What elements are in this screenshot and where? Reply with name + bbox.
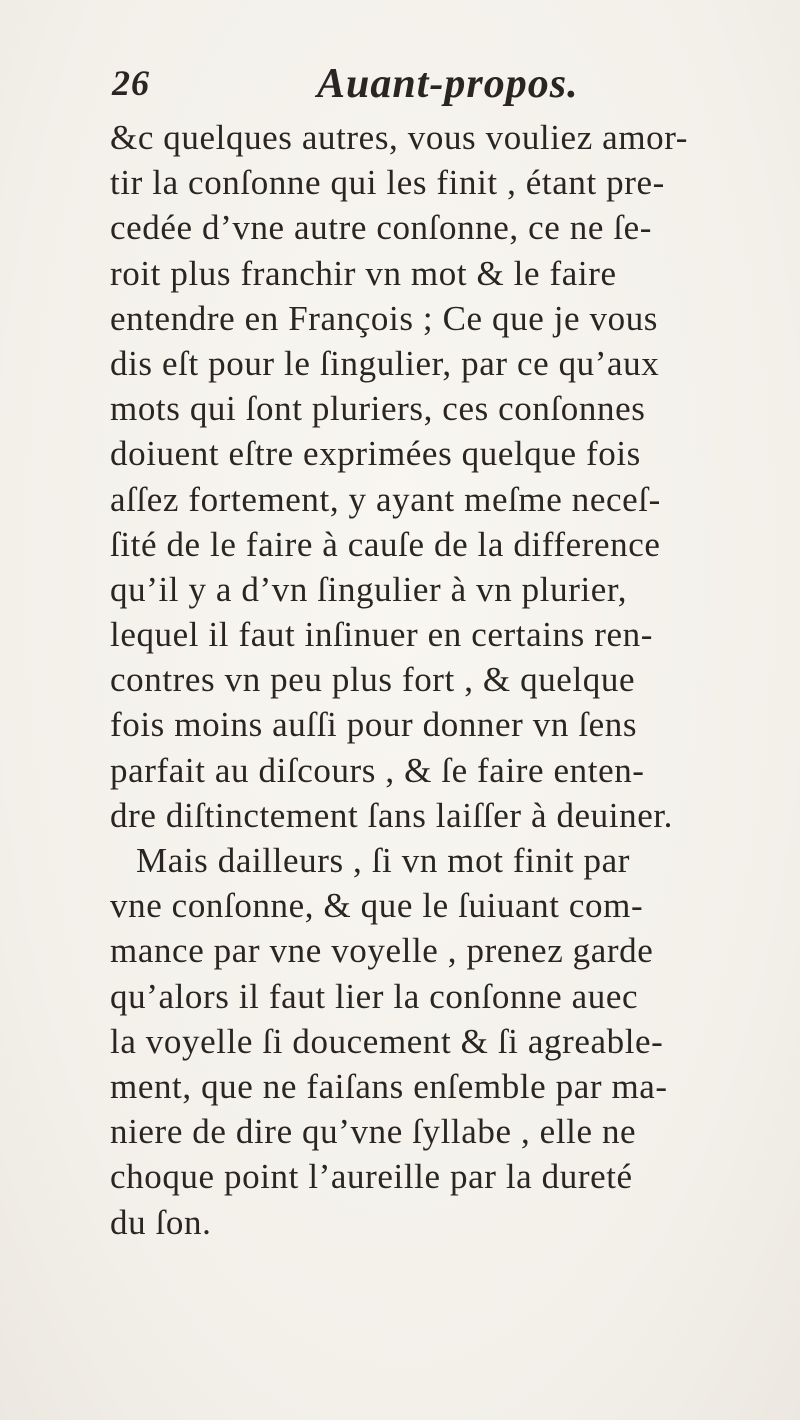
text-line: la voyelle ſi doucement & ſi agreable-	[110, 1021, 664, 1061]
text-line: vne conſonne, & que le ſuiuant com-	[110, 886, 644, 926]
running-title: Auant-propos.	[317, 61, 579, 107]
text-line: doiuent eſtre exprimées quelque fois	[110, 434, 641, 474]
text-line: ſité de le faire à cauſe de la difference	[110, 524, 661, 564]
paragraph-start-line: Mais dailleurs , ſi vn mot finit par	[136, 841, 631, 880]
text-line: mots qui ſont pluriers, ces conſonnes	[110, 389, 646, 429]
text-line: dis eſt pour le ſingulier, par ce qu’aux	[110, 343, 660, 383]
text-line: qu’alors il faut lier la conſonne auec	[110, 976, 639, 1016]
text-line: niere de dire qu’vne ſyllabe , elle ne	[110, 1112, 637, 1152]
text-line: du ſon.	[110, 1202, 212, 1242]
text-line: ment, que ne faiſans enſemble par ma-	[110, 1066, 668, 1106]
body-text	[110, 115, 790, 1245]
text-line: &c quelques autres, vous vouliez amor-	[110, 118, 689, 157]
text-line: aſſez fortement, y ayant meſme neceſ-	[110, 479, 661, 519]
text-line: parfait au diſcours , & ſe faire enten-	[110, 750, 645, 790]
text-line: cedée d’vne autre conſonne, ce ne ſe-	[110, 208, 653, 248]
text-line: tir la conſonne qui les finit , étant pre-	[110, 163, 665, 203]
text-line: mance par vne voyelle , prenez garde	[110, 931, 654, 971]
text-line: contres vn peu plus fort , & quelque	[110, 660, 636, 700]
text-line: qu’il y a d’vn ſingulier à vn plurier,	[110, 569, 628, 609]
text-line: lequel il faut inſinuer en certains ren-	[110, 615, 653, 655]
text-line: roit plus franchir vn mot & le faire	[110, 253, 617, 293]
text-line: entendre en François ; Ce que je vous	[110, 298, 659, 338]
text-line: fois moins auſſi pour donner vn ſens	[110, 705, 638, 745]
text-line: dre diſtinctement ſans laiſſer à deuiner.	[110, 795, 674, 835]
text-line: choque point l’aureille par la dureté	[110, 1157, 633, 1197]
page-number: 26	[112, 63, 150, 103]
page-header	[112, 62, 712, 122]
